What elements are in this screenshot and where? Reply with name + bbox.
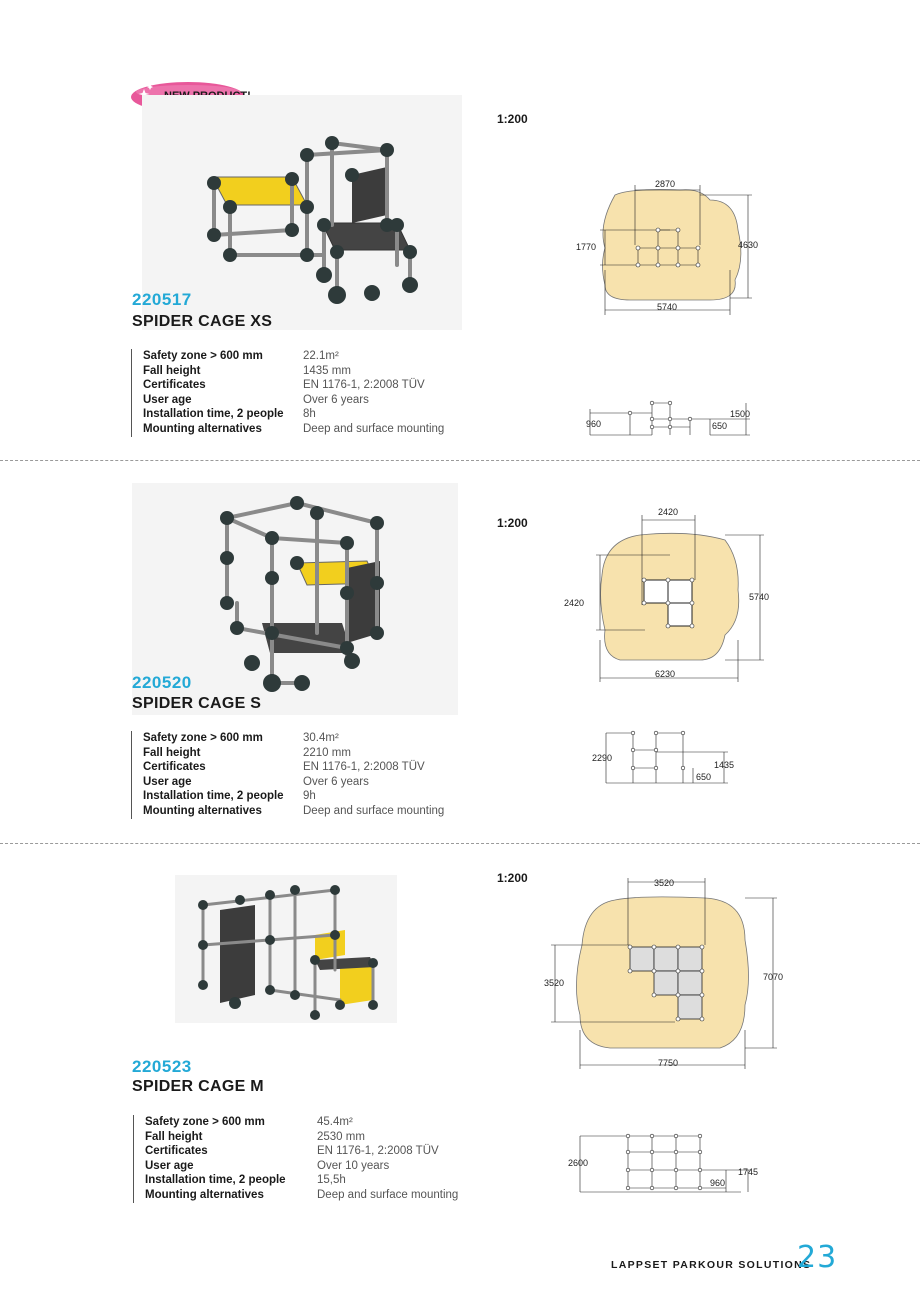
spec-value: 2530 mm bbox=[317, 1130, 365, 1143]
spec-value: 45.4m² bbox=[317, 1116, 353, 1128]
spec-label: Installation time, 2 people bbox=[145, 1174, 286, 1187]
spec-value: 30.4m² bbox=[303, 732, 339, 744]
product-name: SPIDER CAGE S bbox=[132, 695, 262, 712]
plan-diagram bbox=[560, 170, 780, 320]
spec-label: Certificates bbox=[143, 379, 206, 392]
spec-label: User age bbox=[143, 393, 192, 406]
spec-label: Installation time, 2 people bbox=[143, 790, 284, 803]
dim-right: 4630 bbox=[738, 240, 759, 250]
dim-left: 3520 bbox=[544, 978, 565, 988]
dim-side-right: 1745 bbox=[738, 1167, 759, 1177]
dim-side-right: 1435 bbox=[714, 760, 735, 770]
side-diagram bbox=[580, 395, 760, 440]
spec-value: EN 1176-1, 2:2008 TÜV bbox=[303, 761, 425, 774]
spec-label: Safety zone > 600 mm bbox=[143, 350, 263, 362]
spec-value: 22.1m² bbox=[303, 350, 339, 362]
spec-row bbox=[143, 378, 444, 393]
dim-bottom: 6230 bbox=[655, 669, 676, 679]
spec-value: 9h bbox=[303, 790, 316, 803]
spec-value: 1435 mm bbox=[303, 364, 351, 377]
spec-row bbox=[143, 789, 444, 804]
spec-value: 2210 mm bbox=[303, 746, 351, 759]
spec-label: Fall height bbox=[145, 1130, 203, 1143]
spec-label: Fall height bbox=[143, 746, 201, 759]
spec-row bbox=[145, 1130, 458, 1145]
spec-row bbox=[143, 422, 444, 437]
scale-label: 1:200 bbox=[497, 516, 528, 530]
dim-top: 3520 bbox=[654, 878, 675, 888]
spec-row bbox=[145, 1159, 458, 1174]
spec-list bbox=[133, 1115, 458, 1203]
spec-row bbox=[143, 364, 444, 379]
product-code: 220523 bbox=[132, 1057, 192, 1076]
product-code: 220520 bbox=[132, 673, 192, 692]
spec-value: Over 6 years bbox=[303, 393, 369, 406]
section-divider bbox=[0, 843, 920, 844]
spec-label: Mounting alternatives bbox=[145, 1188, 264, 1201]
product-photo-220523 bbox=[175, 875, 397, 1023]
spec-label: Installation time, 2 people bbox=[143, 408, 284, 421]
dim-side-left: 2290 bbox=[592, 753, 613, 763]
dim-right: 5740 bbox=[749, 592, 770, 602]
spec-row bbox=[143, 775, 444, 790]
dim-side-right: 1500 bbox=[730, 409, 751, 419]
spec-value: 15,5h bbox=[317, 1174, 346, 1187]
spec-row bbox=[143, 746, 444, 761]
spec-value: EN 1176-1, 2:2008 TÜV bbox=[317, 1145, 439, 1158]
spec-list bbox=[131, 349, 444, 437]
dim-side-inner: 650 bbox=[696, 772, 712, 782]
plan-diagram bbox=[540, 870, 790, 1075]
spec-label: Safety zone > 600 mm bbox=[145, 1116, 265, 1128]
spec-value: Over 10 years bbox=[317, 1159, 390, 1172]
spec-row bbox=[145, 1144, 458, 1159]
dim-side-inner: 650 bbox=[712, 421, 728, 431]
spec-row bbox=[143, 731, 444, 746]
spec-label: User age bbox=[145, 1159, 194, 1172]
dim-bottom: 7750 bbox=[658, 1058, 679, 1068]
spec-value: EN 1176-1, 2:2008 TÜV bbox=[303, 379, 425, 392]
spec-value: Deep and surface mounting bbox=[317, 1188, 459, 1201]
spec-row bbox=[143, 393, 444, 408]
dim-left: 1770 bbox=[576, 242, 597, 252]
dim-left: 2420 bbox=[564, 598, 585, 608]
dim-bottom: 5740 bbox=[657, 302, 678, 312]
spec-row bbox=[145, 1188, 458, 1203]
spec-value: Over 6 years bbox=[303, 775, 369, 788]
plan-diagram bbox=[560, 500, 780, 690]
spec-row bbox=[145, 1173, 458, 1188]
page-number: 23 bbox=[797, 1240, 838, 1275]
spec-row bbox=[143, 407, 444, 422]
spec-label: Certificates bbox=[143, 761, 206, 774]
spec-value: Deep and surface mounting bbox=[303, 422, 445, 435]
dim-side-left: 2600 bbox=[568, 1158, 589, 1168]
scale-label: 1:200 bbox=[497, 871, 528, 885]
dim-side-inner: 960 bbox=[710, 1178, 726, 1188]
product-code: 220517 bbox=[132, 290, 192, 309]
spec-label: Certificates bbox=[145, 1145, 208, 1158]
side-diagram bbox=[588, 728, 748, 788]
spec-value: 8h bbox=[303, 408, 316, 421]
spec-label: Fall height bbox=[143, 364, 201, 377]
spec-value: Deep and surface mounting bbox=[303, 804, 445, 817]
dim-side-left: 960 bbox=[586, 419, 602, 429]
spec-row bbox=[143, 804, 444, 819]
spec-row bbox=[143, 760, 444, 775]
dim-top: 2420 bbox=[658, 507, 679, 517]
spec-row bbox=[143, 349, 444, 364]
spec-label: Safety zone > 600 mm bbox=[143, 732, 263, 744]
section-divider bbox=[0, 460, 920, 461]
spec-list bbox=[131, 731, 444, 819]
dim-right: 7070 bbox=[763, 972, 784, 982]
spec-row bbox=[145, 1115, 458, 1130]
spec-label: Mounting alternatives bbox=[143, 804, 262, 817]
product-name: SPIDER CAGE M bbox=[132, 1078, 264, 1095]
side-diagram bbox=[566, 1130, 766, 1200]
product-name: SPIDER CAGE XS bbox=[132, 313, 273, 330]
spec-label: User age bbox=[143, 775, 192, 788]
footer-label: LAPPSET PARKOUR SOLUTIONS bbox=[611, 1259, 812, 1271]
dim-top: 2870 bbox=[655, 179, 676, 189]
scale-label: 1:200 bbox=[497, 112, 528, 126]
spec-label: Mounting alternatives bbox=[143, 422, 262, 435]
